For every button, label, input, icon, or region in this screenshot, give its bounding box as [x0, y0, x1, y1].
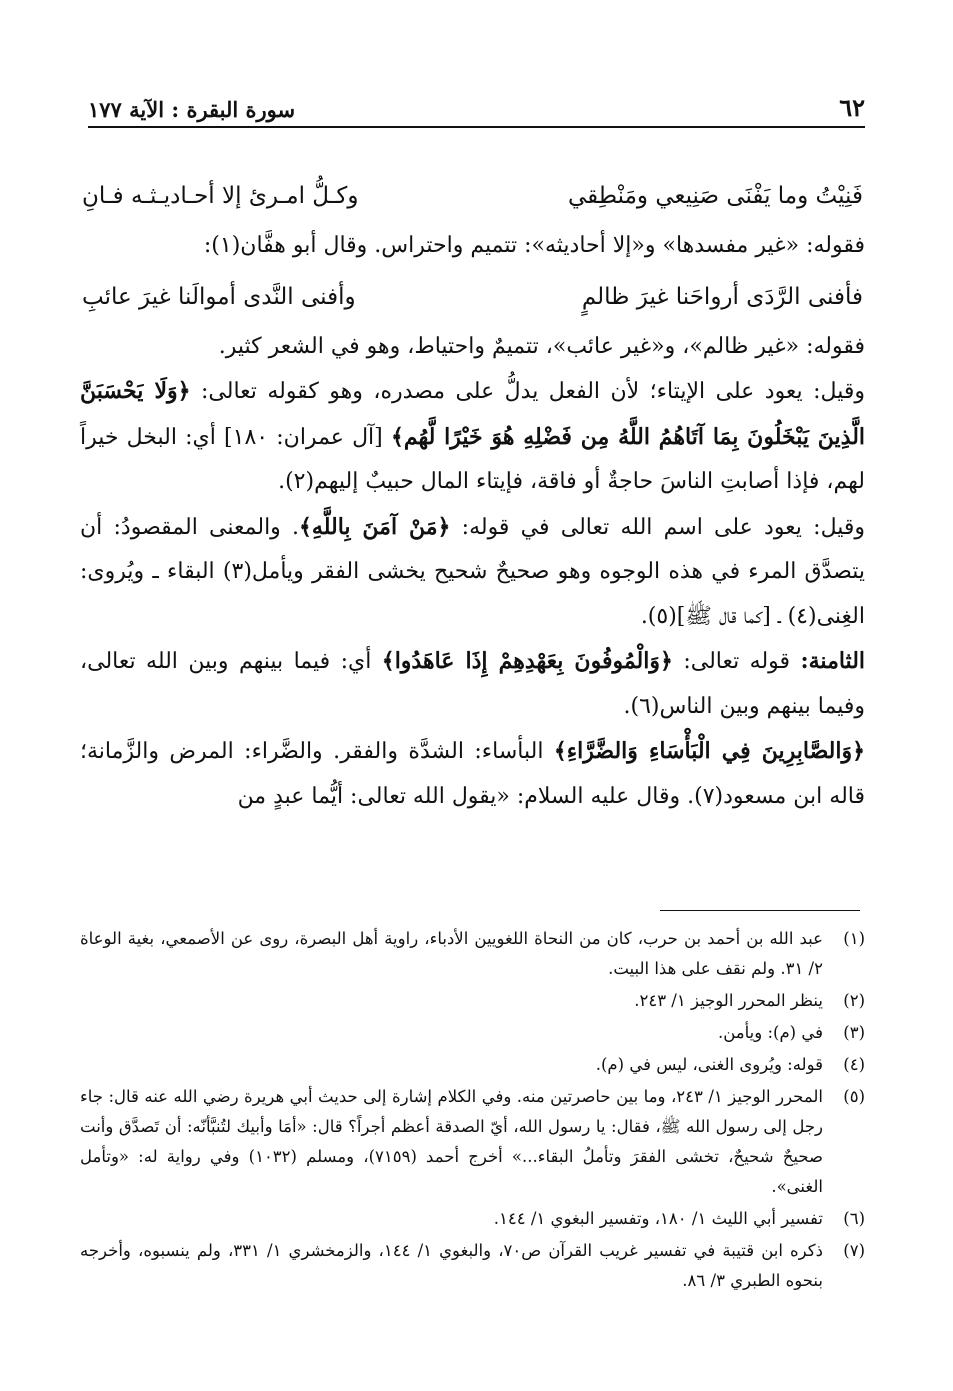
quran-verse-man-amana: ﴿مَنْ آمَنَ بِاللَّهِ﴾ [299, 513, 451, 540]
poetry-couplet-2 [80, 269, 865, 325]
paragraph-5 [80, 639, 865, 729]
paragraph-3-intro: وقيل: يعود على الإيتاء؛ لأن الفعل يدلُّ على مصدره، وهو كقوله تعالى: [201, 379, 865, 404]
main-text [80, 168, 865, 819]
footnote-2 [80, 986, 865, 1016]
footnote-text: ذكره ابن قتيبة في تفسير غريب القرآن ص٧٠، والبغوي ١/ ١٤٤، والزمخشري ١/ ٣٣١، ولم ينسبوه، وأخرجه بنحوه الطبري ٣/ ٨٦. [80, 1241, 823, 1290]
quran-verse-as-sabirin: ﴿وَالصَّابِرِينَ فِي الْبَأْسَاءِ وَالضَّرَّاءِ﴾ [553, 738, 866, 764]
footnote-6 [80, 1204, 865, 1234]
footnote-4 [80, 1050, 865, 1080]
running-header [88, 88, 865, 128]
paragraph-2: فقوله: «غير ظالم»، و«غير عائب»، تتميمٌ واحتياط، وهو في الشعر كثير. [218, 333, 865, 359]
footnote-text: المحرر الوجيز ١/ ٢٤٣، وما بين حاصرتين منه. وفي الكلام إشارة إلى حديث أبي هريرة رضي الله عنه قال: جاء رجل إلى رسول الله ﷺ، فقال: يا رسول الله، أيّ الصدقة أعظم أجراً؟ قال: «أمَا وأبيك لتُنبَّأنّه: أن تَصدَّق وأنت صحيحٌ شحيحٌ، تخشى الفقرَ وتأملُ البقاء...» أخرج أحمد (٧١٥٩)، ومسلم (١٠٣٢) وفي رواية له: «وتأمل الغنى». [80, 1087, 823, 1196]
footnote-5 [80, 1082, 865, 1202]
footnote-number: (٧) [843, 1241, 865, 1260]
footnote-text: تفسير أبي الليث ١/ ١٨٠، وتفسير البغوي ١/ ١٤٤. [493, 1209, 823, 1228]
paragraph-6-rest: البأساء: الشدَّة والفقر. والضَّراء: المرض والزَّمانة؛ قاله ابن مسعود(٧). وقال عليه السلام: «يقول الله تعالى: أيُّما عبدٍ من [80, 739, 865, 809]
footnote-number: (٣) [843, 1023, 865, 1042]
footnote-7 [80, 1236, 865, 1296]
footnote-1 [80, 924, 865, 984]
paragraph-5-rest: أي: فيما بينهم وبين الله تعالى، وفيما بينهم وبين الناس(٦). [80, 649, 865, 719]
footnote-text: في (م): ويأمن. [717, 1023, 823, 1042]
quran-verse-al-mufun: ﴿وَالْمُوفُونَ بِعَهْدِهِمْ إِذَا عَاهَدُوا﴾ [381, 648, 673, 674]
poetry-couplet-1 [80, 168, 865, 224]
couplet-2-second-hemistich: فأفنى الرَّدَى أرواحَنا غيرَ ظالمٍ [581, 283, 863, 310]
verse-reference: [آل عمران: ١٨٠] [224, 424, 383, 450]
quran-verse-al-imran-180: ﴿وَلَا يَحْسَبَنَّ الَّذِينَ يَبْخَلُونَ بِمَا آتَاهُمُ اللَّهُ مِن فَضْلِهِ هُوَ خَيْرًا لَّهُم﴾ [80, 378, 866, 450]
paragraph-4 [80, 505, 865, 640]
section-label-eighth: الثامنة: [800, 648, 866, 674]
paragraph-5-intro: قوله تعالى: [683, 649, 791, 674]
paragraph-4-rest: . والمعنى المقصودُ: أن يتصدَّق المرء في هذه الوجوه وهو صحيحٌ شحيح يخشى الفقر ويأمل(٣) البقاء ـ ويُروى: الغِنى(٤) ـ [كما قال ﷺ](٥). [80, 514, 866, 629]
couplet-1-second-hemistich: فَنِيْتُ وما يَفْنَى صَنِيعي ومَنْطِقي [567, 183, 863, 209]
footnote-text: ينظر المحرر الوجيز ١/ ٢٤٣. [634, 991, 823, 1010]
footnote-text: عبد الله بن أحمد بن حرب، كان من النحاة اللغويين الأدباء، راوية أهل البصرة، روى عن الأصمعي، بغية الوعاة ٢/ ٣١. ولم نقف على هذا البيت. [80, 929, 823, 978]
footnote-divider [660, 910, 860, 911]
footnote-number: (١) [843, 929, 865, 948]
paragraph-4-intro: وقيل: يعود على اسم الله تعالى في قوله: [461, 514, 866, 540]
footnote-number: (٢) [843, 991, 865, 1010]
footnote-3 [80, 1018, 865, 1048]
couplet-1-first-hemistich: وكـلُّ امـرئ إلا أحـاديـثـه فـانِ [82, 183, 359, 209]
couplet-2-first-hemistich: وأفنى النَّدى أموالَنا غيرَ عائبِ [82, 283, 356, 310]
footnote-text: قوله: ويُروى الغنى، ليس في (م). [595, 1055, 823, 1074]
paragraph-3 [80, 369, 865, 505]
paragraph-1: فقوله: «غير مفسدها» و«إلا أحاديثه»: تتميم واحتراس. وقال أبو هفَّان(١): [203, 233, 865, 258]
footnotes [80, 924, 865, 1298]
footnote-number: (٤) [843, 1055, 865, 1074]
surah-title: سورة البقرة : الآية ١٧٧ [88, 97, 296, 122]
footnote-number: (٥) [843, 1087, 865, 1106]
paragraph-3-rest: أي: البخل خيراً لهم، فإذا أصابتِ الناسَ حاجةٌ أو فاقة، فإيتاء المال حبيبٌ إليهم(٢). [80, 424, 865, 494]
footnote-number: (٦) [843, 1209, 865, 1228]
paragraph-6 [80, 729, 865, 819]
page-number: ٦٢ [839, 93, 865, 122]
